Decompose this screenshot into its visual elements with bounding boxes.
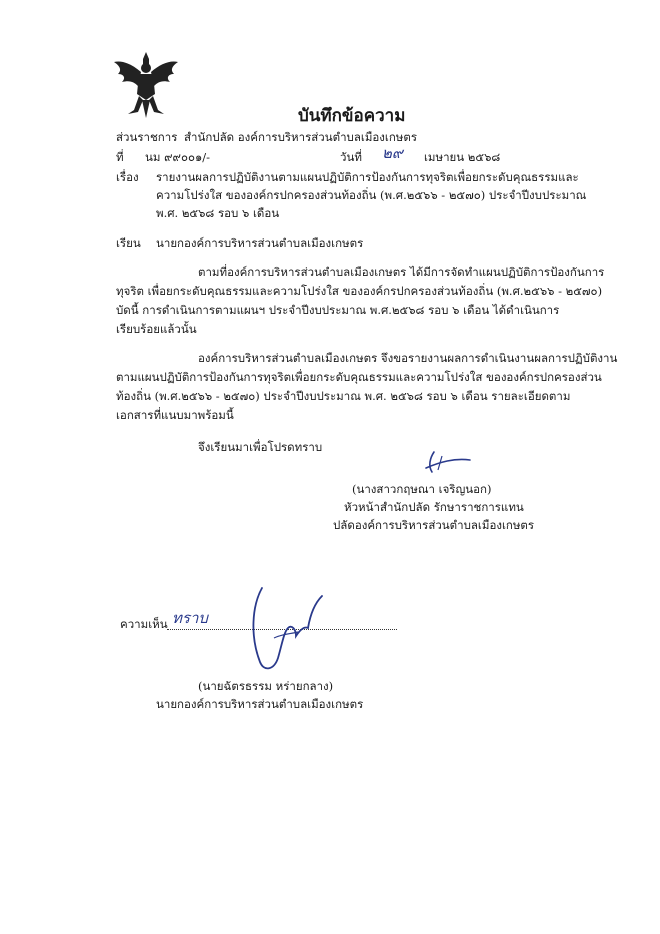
signature-2-icon [244, 586, 334, 676]
subject-line-3: พ.ศ. ๒๕๖๘ รอบ ๖ เดือน [156, 206, 280, 220]
signer-2-name: (นายฉัตรธรรม หร่ายกลาง) [198, 679, 334, 693]
ref-label: ที่ [116, 150, 124, 164]
p1-line-2: ทุจริต เพื่อยกระดับคุณธรรมและความโปร่งใส ขององค์กรปกครองส่วนท้องถิ่น (พ.ศ.๒๕๖๖ - ๒๕๗๐) [116, 284, 603, 298]
p2-line-4: เอกสารที่แนบมาพร้อมนี้ [116, 408, 234, 422]
closing-text: จึงเรียนมาเพื่อโปรดทราบ [198, 440, 323, 454]
p2-line-2: ตามแผนปฏิบัติการป้องกันการทุจริตเพื่อยกระดับคุณธรรมและความโปร่งใส ขององค์กรปกครองส่วน [116, 370, 602, 384]
agency-value: สำนักปลัด องค์การบริหารส่วนตำบลเมืองเกษตร [184, 130, 418, 144]
date-label: วันที่ [340, 150, 362, 164]
memo-title: บันทึกข้อความ [298, 106, 406, 126]
opinion-label: ความเห็น [120, 617, 168, 631]
to-label: เรียน [116, 236, 141, 250]
subject-label: เรื่อง [116, 170, 139, 184]
p2-line-1: องค์การบริหารส่วนตำบลเมืองเกษตร จึงขอรายงานผลการดำเนินงานผลการปฏิบัติงาน [198, 351, 618, 365]
p2-line-3: ท้องถิ่น (พ.ศ.๒๕๖๖ - ๒๕๗๐) ประจำปีงบประมาณ พ.ศ. ๒๕๖๘ รอบ ๖ เดือน รายละเอียดตาม [116, 389, 571, 403]
agency-label: ส่วนราชการ [116, 130, 178, 144]
to-value: นายกองค์การบริหารส่วนตำบลเมืองเกษตร [156, 236, 364, 250]
signer-1-position-1: หัวหน้าสำนักปลัด รักษาราชการแทน [344, 500, 524, 514]
signature-1-icon [420, 448, 480, 478]
signer-1-name: (นางสาวกฤษณา เจริญนอก) [352, 482, 492, 496]
subject-line-2: ความโปร่งใส ขององค์กรปกครองส่วนท้องถิ่น (พ.ศ.๒๕๖๖ - ๒๕๗๐) ประจำปีงบประมาณ [156, 188, 587, 202]
signer-2-position: นายกองค์การบริหารส่วนตำบลเมืองเกษตร [156, 697, 364, 711]
p1-line-3: บัดนี้ การดำเนินการตามแผนฯ ประจำปีงบประมาณ พ.ศ.๒๕๖๘ รอบ ๖ เดือน ได้ดำเนินการ [116, 303, 560, 317]
p1-line-4: เรียบร้อยแล้วนั้น [116, 322, 197, 336]
ref-value: นม ๙๙๐๐๑/- [145, 150, 211, 164]
signer-1-position-2: ปลัดองค์การบริหารส่วนตำบลเมืองเกษตร [333, 518, 535, 532]
subject-line-1: รายงานผลการปฏิบัติงานตามแผนปฏิบัติการป้องกันการทุจริตเพื่อยกระดับคุณธรรมและ [156, 170, 579, 184]
date-day: ๒๙ [382, 144, 403, 162]
p1-line-1: ตามที่องค์การบริหารส่วนตำบลเมืองเกษตร ได้มีการจัดทำแผนปฏิบัติการป้องกันการ [198, 265, 605, 279]
opinion-handwritten: ทราบ [172, 609, 208, 627]
garuda-emblem-icon [112, 50, 180, 120]
date-month-year: เมษายน ๒๕๖๘ [424, 150, 501, 164]
